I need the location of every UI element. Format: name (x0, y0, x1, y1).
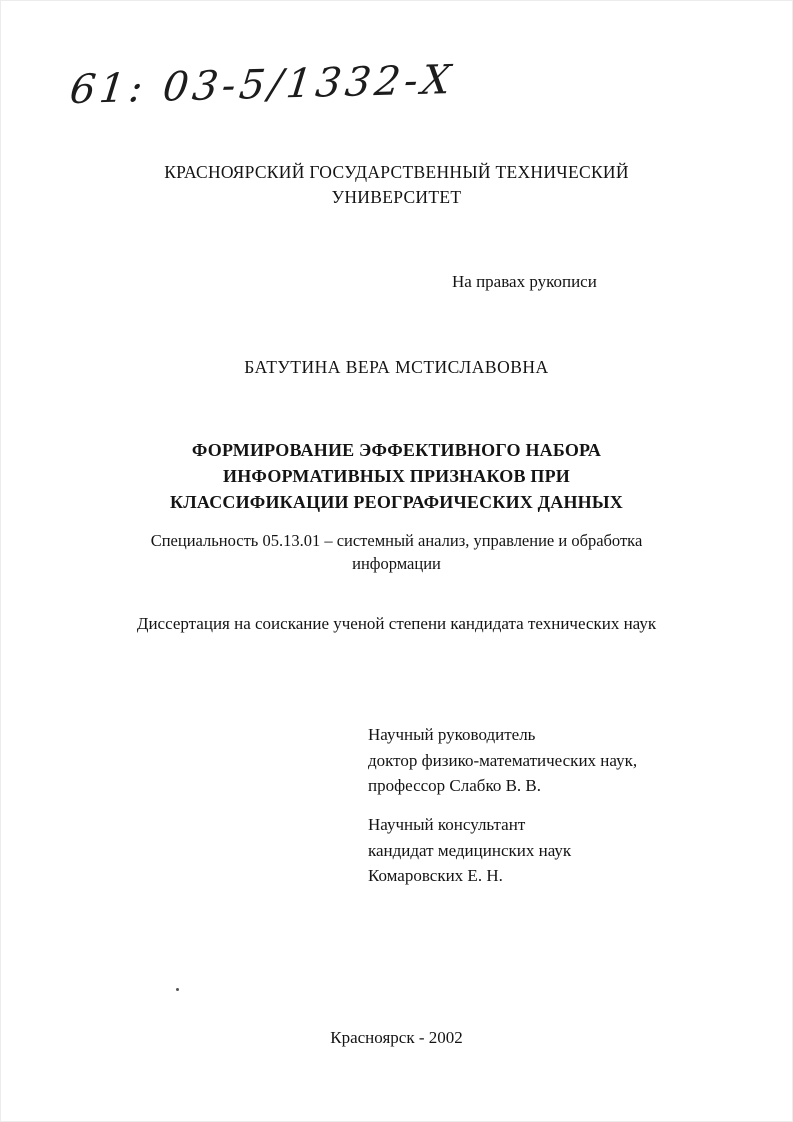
supervisor-name: профессор Слабко В. В. (368, 776, 542, 795)
consultant-name: Комаровских Е. Н. (368, 866, 503, 885)
dissertation-title-line3: КЛАССИФИКАЦИИ РЕОГРАФИЧЕСКИХ ДАННЫХ (170, 492, 623, 513)
city-year: Красноярск - 2002 (330, 1028, 463, 1047)
scan-speck (176, 988, 179, 991)
university-name (0, 160, 793, 209)
university-name-line2: УНИВЕРСИТЕТ (331, 186, 462, 207)
supervisor-role: Научный руководитель (368, 725, 536, 744)
author-name: БАТУТИНА ВЕРА МСТИСЛАВОВНА (244, 357, 549, 377)
catalog-stamp-handwritten: 61: 03-5/1332-Х (67, 56, 457, 114)
university-name-line1: КРАСНОЯРСКИЙ ГОСУДАРСТВЕННЫЙ ТЕХНИЧЕСКИЙ (164, 162, 629, 182)
specialty-line2: информации (352, 554, 441, 574)
consultant-degree: кандидат медицинских наук (368, 840, 572, 860)
specialty-note (0, 529, 793, 575)
dissertation-title-line2: ИНФОРМАТИВНЫХ ПРИЗНАКОВ ПРИ (223, 466, 570, 487)
manuscript-rights-note: На правах рукописи (452, 272, 597, 291)
supervisor-degree: доктор физико-математических наук, (368, 750, 638, 770)
dissertation-title-line1: ФОРМИРОВАНИЕ ЭФФЕКТИВНОГО НАБОРА (191, 440, 602, 460)
supervisor-block (368, 722, 637, 799)
consultant-role: Научный консультант (368, 815, 526, 834)
dissertation-degree-note: Диссертация на соискание ученой степени кандидата технических наук (136, 614, 657, 633)
consultant-block (368, 812, 571, 889)
dissertation-title (0, 437, 793, 515)
specialty-line1: Специальность 05.13.01 – системный анализ, управление и обработка (150, 531, 643, 550)
